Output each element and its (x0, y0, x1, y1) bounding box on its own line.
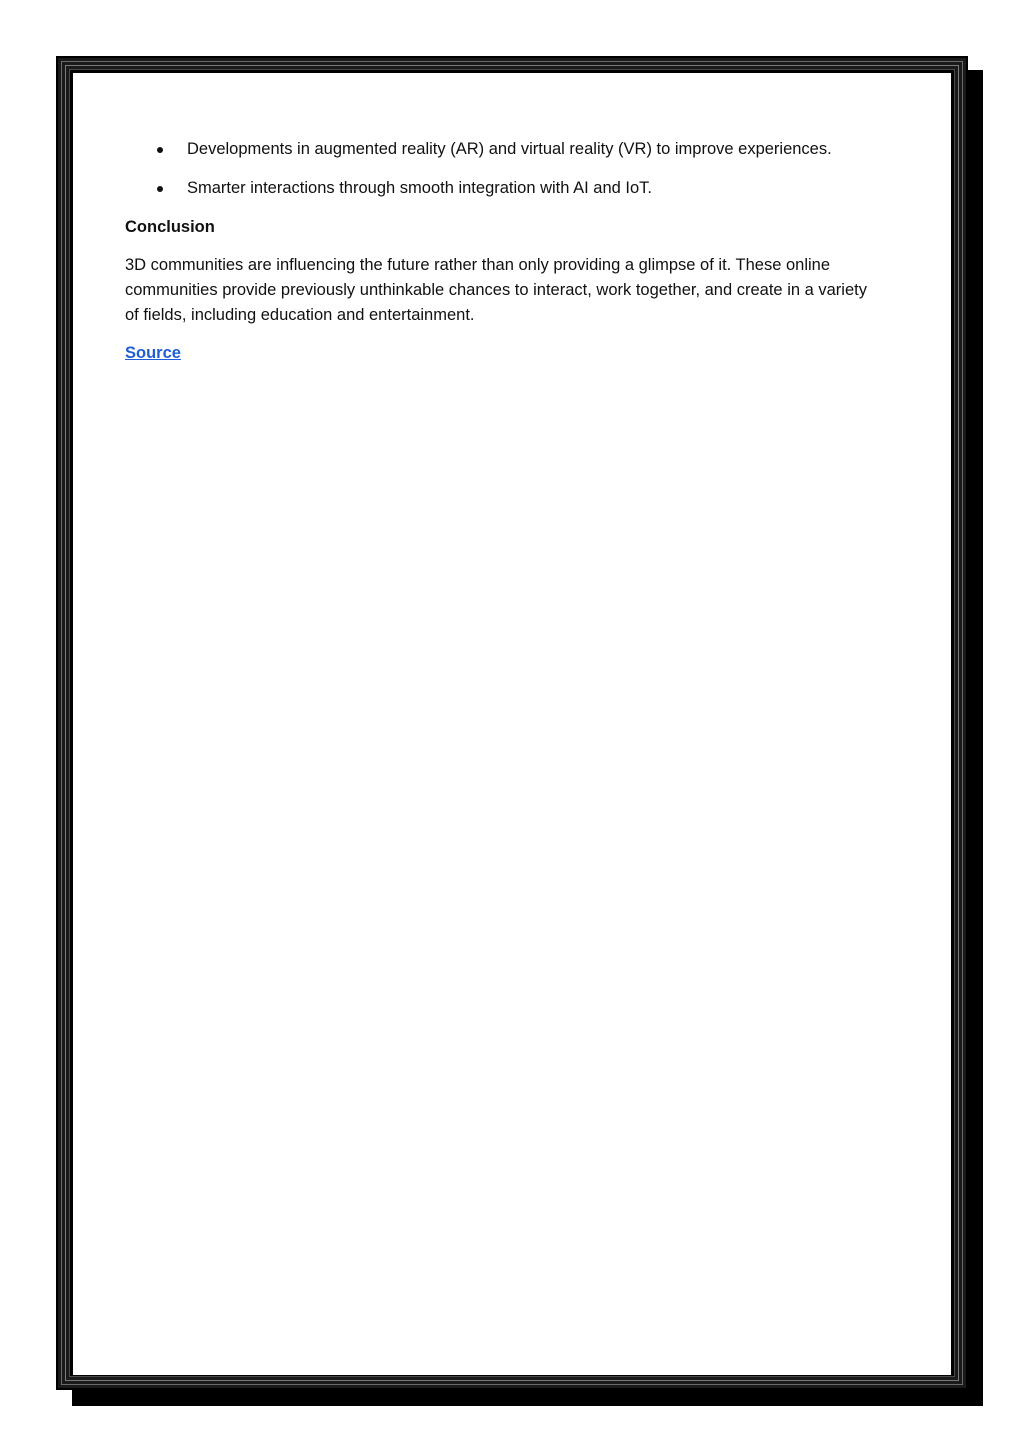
list-item (125, 137, 885, 162)
source-line (125, 341, 885, 366)
conclusion-heading: Conclusion (125, 218, 215, 236)
bullet-icon (157, 147, 163, 153)
document-content (125, 137, 885, 379)
list-item (125, 176, 885, 201)
source-link[interactable]: Source (125, 344, 181, 362)
conclusion-paragraph: 3D communities are influencing the future rather than only providing a glimpse of it. These online communities provide previously unthinkable chances to interact, work together, and create in a variety of fields, including education and entertainment. (125, 256, 867, 324)
document-page (73, 73, 951, 1375)
list-item-text: Developments in augmented reality (AR) and virtual reality (VR) to improve experiences. (187, 140, 832, 158)
bullet-list (125, 137, 885, 201)
list-item-text: Smarter interactions through smooth integration with AI and IoT. (187, 179, 652, 197)
page-border-frame (56, 56, 968, 1390)
bullet-icon (157, 186, 163, 192)
